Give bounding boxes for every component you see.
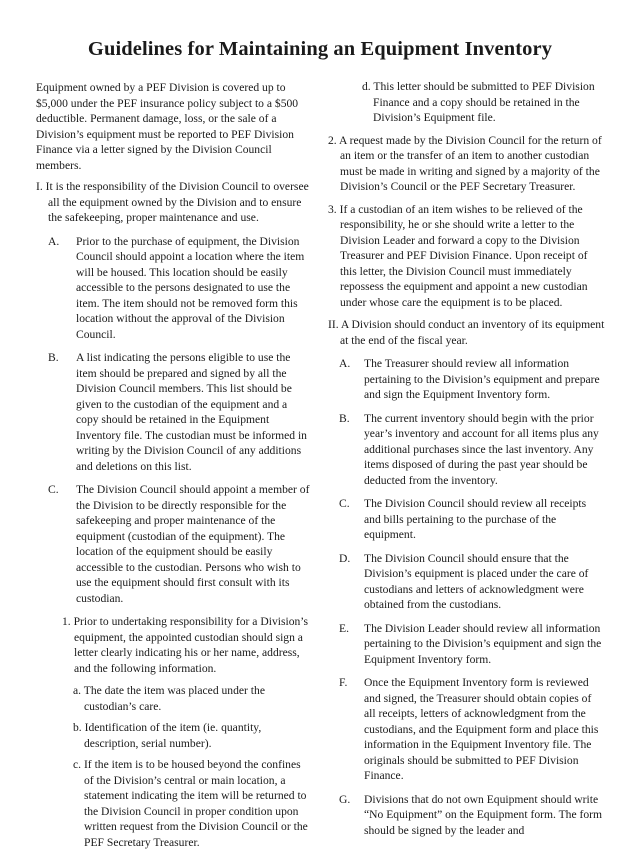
item-text: The Division Leader should review all information pertaining to the Division’s equipment and sign the Equipment Inventory form.	[364, 621, 602, 666]
point-1-sub-d: d. This letter should be submitted to PEF Division Finance and a copy should be retained in the Division’s Equipment file.	[362, 80, 595, 124]
section-2-item-b	[328, 411, 605, 489]
section-1-item-a	[36, 234, 312, 343]
item-text: The Treasurer should review all information pertaining to the Division’s equipment and prepare and sign the Equipment Inventory form.	[364, 357, 600, 401]
section-1-item-b	[36, 350, 312, 474]
section-2-item-f	[328, 675, 605, 784]
item-c-point-3: 3. If a custodian of an item wishes to be relieved of the responsibility, he or she should write a letter to the Division Leader and forward a copy to the Division Treasurer and PEF Division Finance. Upon receipt of this letter, the Division Council must immediately repossess the equipment and appoint a new custodian under whose care the equipment is to be placed.	[328, 202, 588, 309]
item-text: Once the Equipment Inventory form is reviewed and signed, the Treasurer should obtain copies of all receipts, letters of acknowledgment from the custodians, and the Equipment form and place this information in the Equipment Inventory file. The originals should be submitted to PEF Division Finance.	[364, 676, 599, 782]
item-marker: C.	[48, 483, 59, 496]
item-marker: B.	[339, 411, 350, 425]
point-1-sub-c: c. If the item is to be housed beyond the confines of the Division’s central or main location, a statement indicating the item will be returned to the Division Council in proper condition upon written request from the Division Council or the PEF Secretary Treasurer.	[73, 758, 308, 849]
intro-paragraph: Equipment owned by a PEF Division is covered up to $5,000 under the PEF insurance policy subject to a $500 deductible. Permanent damage, loss, or the sale of a Division’s equipment must be reported to PEF Division Finance via a letter signed by the Division Council members.	[36, 81, 299, 172]
item-c-point-1: 1. Prior to undertaking responsibility for a Division’s equipment, the appointed custodian should sign a letter clearly indicating his or her name, address, and the following information.	[62, 615, 309, 675]
point-1-sub-b: b. Identification of the item (ie. quantity, description, serial number).	[73, 721, 262, 750]
right-column	[328, 79, 605, 846]
section-2-item-d	[328, 551, 605, 613]
section-2-item-e	[328, 621, 605, 668]
item-text: Divisions that do not own Equipment should write “No Equipment” on the Equipment form. The form should be signed by the leader and	[364, 792, 603, 837]
point-1-sub-a: a. The date the item was placed under the custodian’s care.	[73, 684, 265, 713]
item-text: The Division Council should review all receipts and bills pertaining to the purchase of the equipment.	[364, 497, 587, 541]
item-marker: F.	[339, 676, 348, 689]
item-text: The Division Council should ensure that the Division’s equipment is placed under the care of custodians and letters of acknowledgment were obtained from the custodians.	[364, 551, 589, 611]
item-text: A list indicating the persons eligible to use the item should be prepared and signed by all the Division Council members. This list should be given to the custodian of the equipment and a copy should be retained in the Equipment Inventory file. The custodian must be informed in writing by the Division Council of any additions and deletions on this list.	[76, 351, 307, 473]
item-text: The Division Council should appoint a member of the Division to be directly responsible for the safekeeping and proper maintenance of the equipment (custodian of the equipment). The location of the equipment should be easily accessible to the custodian. Persons who wish to use the equipment should first consult with its custodian.	[76, 483, 310, 605]
page-title: Guidelines for Maintaining an Equipment Inventory	[87, 38, 553, 60]
item-c-point-2: 2. A request made by the Division Council for the return of an item or the transfer of an item to another custodian must be made in writing and signed by a majority of the Division’s Council or the PEF Secretary Treasurer.	[328, 133, 602, 193]
item-marker: D.	[339, 551, 351, 565]
item-marker: C.	[339, 497, 350, 510]
item-marker: G.	[339, 792, 351, 806]
item-marker: B.	[48, 351, 59, 364]
item-text: The current inventory should begin with the prior year’s inventory and account for all items plus any additional purchases since the last inventory. Any items disposed of during the past year should be deducted from the inventory.	[364, 411, 599, 487]
item-marker: E.	[339, 621, 349, 635]
section-2-item-c	[328, 496, 605, 543]
section-1-heading: I. It is the responsibility of the Division Council to oversee all the equipment owned by the Division and to ensure the safekeeping, proper maintenance and use.	[36, 180, 309, 224]
item-marker: A.	[339, 357, 351, 370]
section-2-item-g	[328, 792, 605, 839]
left-column	[36, 80, 312, 856]
section-1-item-c	[36, 482, 312, 606]
section-2-heading: II. A Division should conduct an inventory of its equipment at the end of the fiscal year.	[328, 318, 605, 347]
item-marker: A.	[48, 234, 60, 248]
section-2-item-a	[328, 356, 605, 403]
item-text: Prior to the purchase of equipment, the Division Council should appoint a location where the item will be housed. This location should be easily accessible to the persons designated to use the item. The item should not be removed form this location without the approval of the Division Council.	[76, 234, 305, 341]
